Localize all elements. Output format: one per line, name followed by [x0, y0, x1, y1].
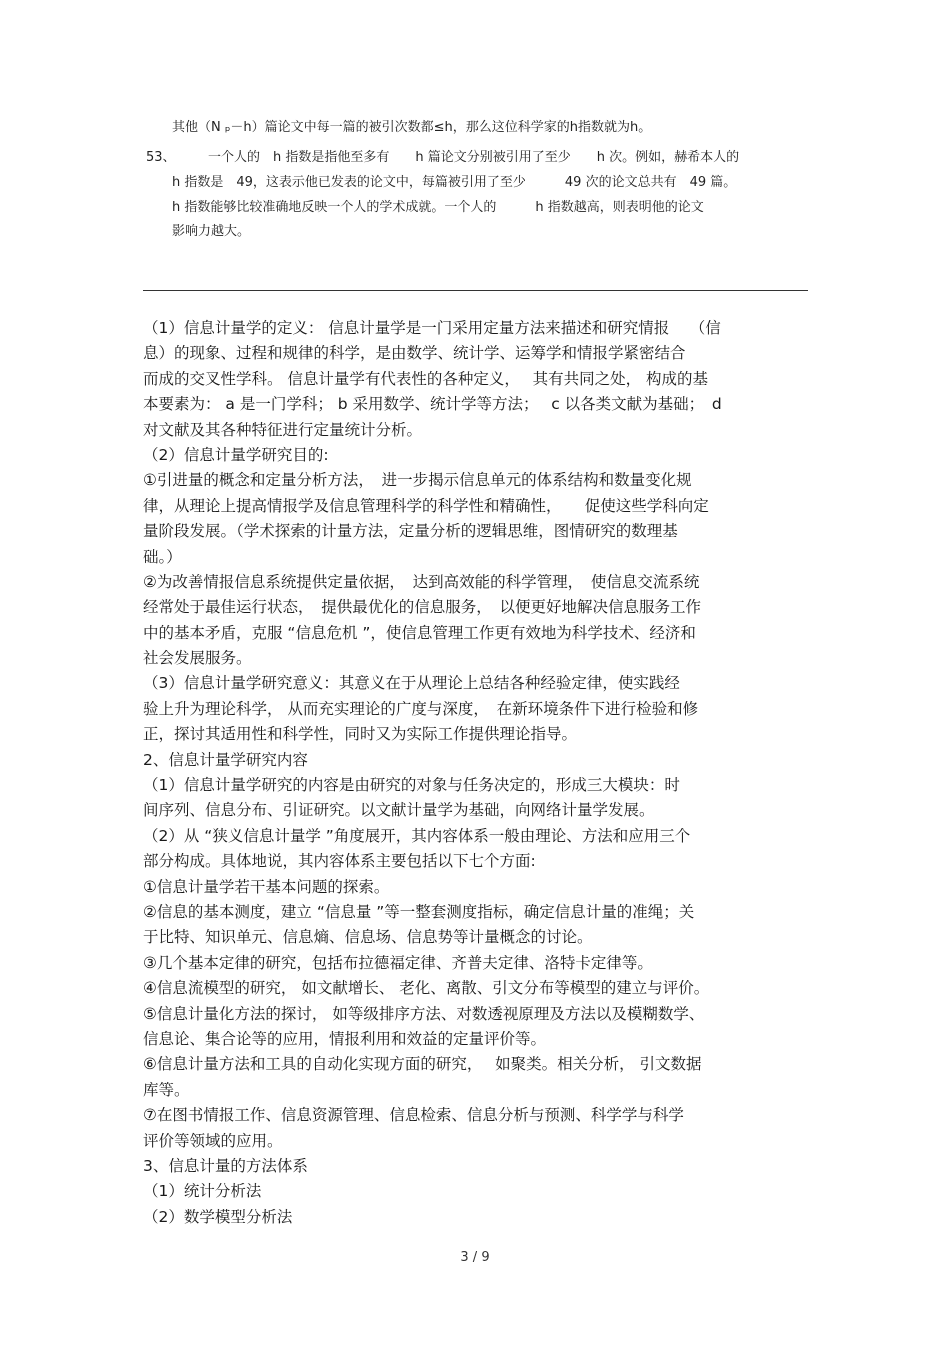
text-line: ④信息流模型的研究， 如文献增长、 老化、离散、引文分布等模型的建立与评价。 [143, 979, 710, 998]
text-line: ①信息计量学若干基本问题的探索。 [143, 877, 390, 896]
text-line: 础。） [143, 547, 182, 566]
top-line: 53、 一个人的 h 指数是指他至多有 h 篇论文分别被引用了至少 h 次。例如，赫希本人的 [146, 150, 740, 165]
text-line: ②信息的基本测度，建立 “信息量 ”等一整套测度指标，确定信息计量的准绳；关 [143, 902, 695, 921]
text-line: 部分构成。具体地说，其内容体系主要包括以下七个方面: [143, 852, 536, 871]
top-line: h 指数能够比较准确地反映一个人的学术成就。一个人的 h 指数越高，则表明他的论文 [172, 200, 704, 215]
top-line: h 指数是 49，这表示他已发表的论文中，每篇被引用了至少 49 次的论文总共有 49 篇。 [172, 175, 737, 190]
text-line: 经常处于最佳运行状态， 提供最优化的信息服务， 以便更好地解决信息服务工作 [143, 598, 702, 617]
text-line: （2）数学模型分析法 [143, 1207, 293, 1226]
text-line: （2）信息计量学研究目的: [143, 445, 329, 464]
text-line: 库等。 [143, 1080, 190, 1099]
section-heading: 3、信息计量的方法体系 [143, 1156, 308, 1175]
text-line: 对文献及其各种特征进行定量统计分析。 [143, 420, 423, 439]
text-line: （2）从 “狭义信息计量学 ”角度展开，其内容体系一般由理论、方法和应用三个 [143, 826, 691, 845]
text-line: 验上升为理论科学， 从而充实理论的广度与深度， 在新环境条件下进行检验和修 [143, 699, 699, 718]
section-divider [143, 290, 808, 291]
text-line: ⑥信息计量方法和工具的自动化实现方面的研究， 如聚类。相关分析， 引文数据 [143, 1055, 702, 1074]
text-line: 社会发展服务。 [143, 649, 252, 668]
text-line: 息）的现象、过程和规律的科学，是由数学、统计学、运筹学和情报学紧密结合 [143, 344, 686, 363]
text-line: （1）信息计量学的定义： 信息计量学是一门采用定量方法来描述和研究情报 （信 [143, 319, 721, 337]
text-line: ②为改善情报信息系统提供定量依据， 达到高效能的科学管理， 使信息交流系统 [143, 572, 700, 591]
text-line: ⑤信息计量化方法的探讨， 如等级排序方法、对数透视原理及方法以及模糊数学、 [143, 1004, 705, 1023]
text-line: （1）统计分析法 [143, 1182, 262, 1201]
text-line: 律，从理论上提高情报学及信息管理科学的科学性和精确性， 促使这些学科向定 [143, 496, 709, 515]
text-line: 正，探讨其适用性和科学性，同时又为实际工作提供理论指导。 [143, 725, 578, 744]
section-heading: 2、信息计量学研究内容 [143, 750, 308, 769]
top-line: 其他（N ₚ－h）篇论文中每一篇的被引次数都≤h，那么这位科学家的h指数就为h。 [172, 120, 652, 135]
page-number: 3 / 9 [460, 1250, 490, 1265]
text-line: ⑦在图书情报工作、信息资源管理、信息检索、信息分析与预测、科学学与科学 [143, 1106, 684, 1125]
text-line: 中的基本矛盾，克服 “信息危机 ”，使信息管理工作更有效地为科学技术、经济和 [143, 623, 696, 642]
text-line: 于比特、知识单元、信息熵、信息场、信息势等计量概念的讨论。 [143, 928, 593, 947]
text-line: （1）信息计量学研究的内容是由研究的对象与任务决定的，形成三大模块：时 [143, 776, 680, 795]
text-line: 信息论、集合论等的应用，情报利用和效益的定量评价等。 [143, 1029, 547, 1048]
document-body [143, 316, 811, 1230]
text-line: 本要素为： a 是一门学科； b 采用数学、统计学等方法； c 以各类文献为基础； d [143, 395, 722, 414]
text-line: ③几个基本定律的研究，包括布拉德福定律、齐普夫定律、洛特卡定律等。 [143, 953, 653, 972]
text-line: 评价等领域的应用。 [143, 1131, 283, 1150]
text-line: ①引进量的概念和定量分析方法， 进一步揭示信息单元的体系结构和数量变化规 [143, 471, 692, 490]
text-line: 而成的交叉性学科。 信息计量学有代表性的各种定义， 其有共同之处， 构成的基 [143, 369, 709, 388]
top-line: 影响力越大。 [172, 224, 251, 239]
text-line: （3）信息计量学研究意义：其意义在于从理论上总结各种经验定律，使实践经 [143, 674, 680, 693]
text-line: 间序列、信息分布、引证研究。以文献计量学为基础，向网络计量学发展。 [143, 801, 655, 820]
text-line: 量阶段发展。（学术探索的计量方法，定量分析的逻辑思维，图情研究的数理基 [143, 522, 678, 541]
